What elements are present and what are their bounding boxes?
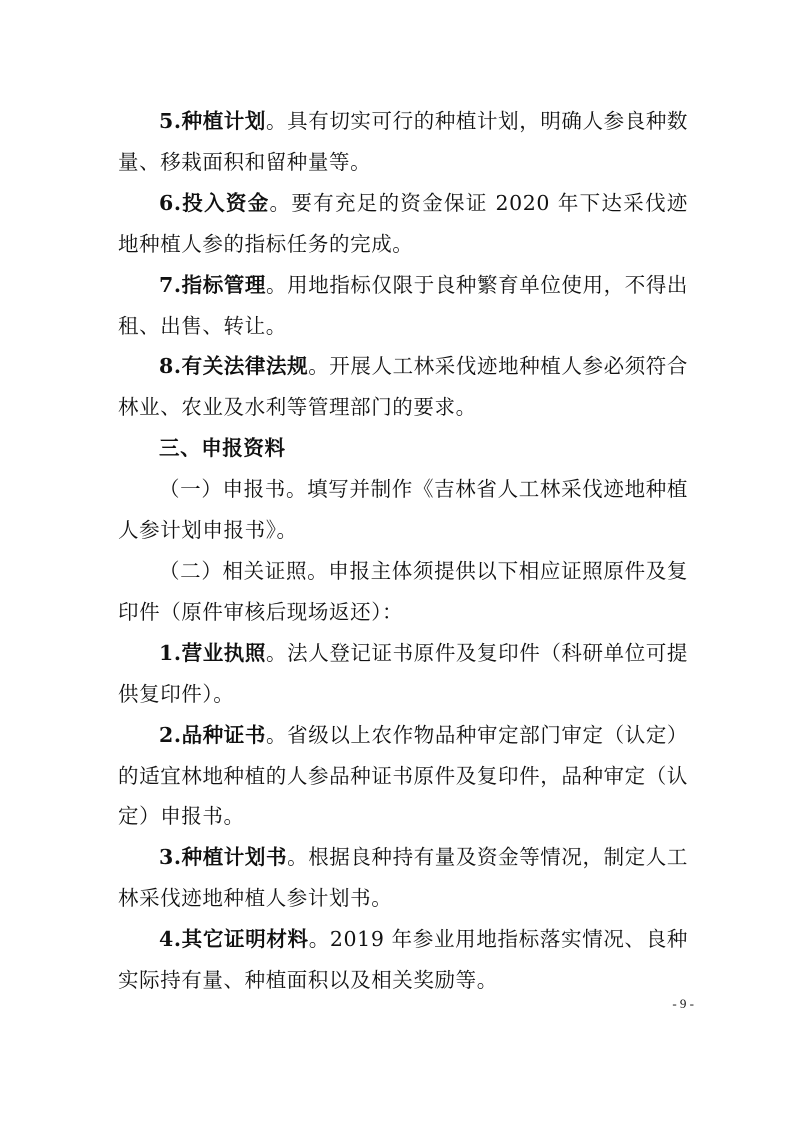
text-planting-proposal: 。根据良种持有量及资金等情况，制定人工林采伐迹地种植人参计划书。 [118,845,689,911]
text-planting-plan: 。具有切实可行的种植计划，明确人参良种数量、移栽面积和留种量等。 [118,109,689,174]
text-variety-certificate: 。省级以上农作物品种审定部门审定（认定）的适宜林地种植的人参品种证书原件及复印件，品种审定（认定）申报书。 [118,722,689,829]
page-number: - 9 - [672,996,694,1011]
section-heading-application-materials: 三、申报资料 [159,436,286,461]
heading-planting-plan: 5.种植计划 [159,109,267,133]
paragraph-laws-regulations [118,346,688,428]
paragraph-business-license [118,633,688,715]
paragraph-investment [118,183,688,265]
text-laws-regulations: 。开展人工林采伐迹地种植人参必须符合林业、农业及水利等管理部门的要求。 [118,354,689,420]
paragraph-variety-certificate [118,715,688,838]
paragraph-related-certificates: （二）相关证照。申报主体须提供以下相应证照原件及复印件（原件审核后现场返还）： [118,558,688,624]
body-text [118,101,688,1001]
heading-other-proofs: 4.其它证明材料 [159,927,309,952]
paragraph-other-proofs [118,919,688,1001]
heading-planting-proposal: 3.种植计划书 [159,845,288,870]
paragraph-planting-plan [118,101,688,183]
text-investment: 。要有充足的资金保证 2020 年下达采伐迹地种植人参的指标任务的完成。 [118,190,688,256]
text-other-proofs: 。2019 年参业用地指标落实情况、良种实际持有量、种植面积以及相关奖励等。 [118,927,689,993]
heading-quota-management: 7.指标管理 [159,272,267,297]
heading-variety-certificate: 2.品种证书 [159,722,267,747]
paragraph-application-form: （一）申报书。填写并制作《吉林省人工林采伐迹地种植人参计划申报书》。 [118,477,688,543]
paragraph-quota-management [118,265,688,347]
heading-investment: 6.投入资金 [159,190,270,215]
text-quota-management: 。用地指标仅限于良种繁育单位使用，不得出租、出售、转让。 [118,272,689,338]
heading-laws-regulations: 8.有关法律法规 [159,354,309,379]
text-business-license: 。法人登记证书原件及复印件（科研单位可提供复印件）。 [118,640,689,706]
paragraph-planting-proposal [118,837,688,919]
heading-business-license: 1.营业执照 [159,640,267,665]
